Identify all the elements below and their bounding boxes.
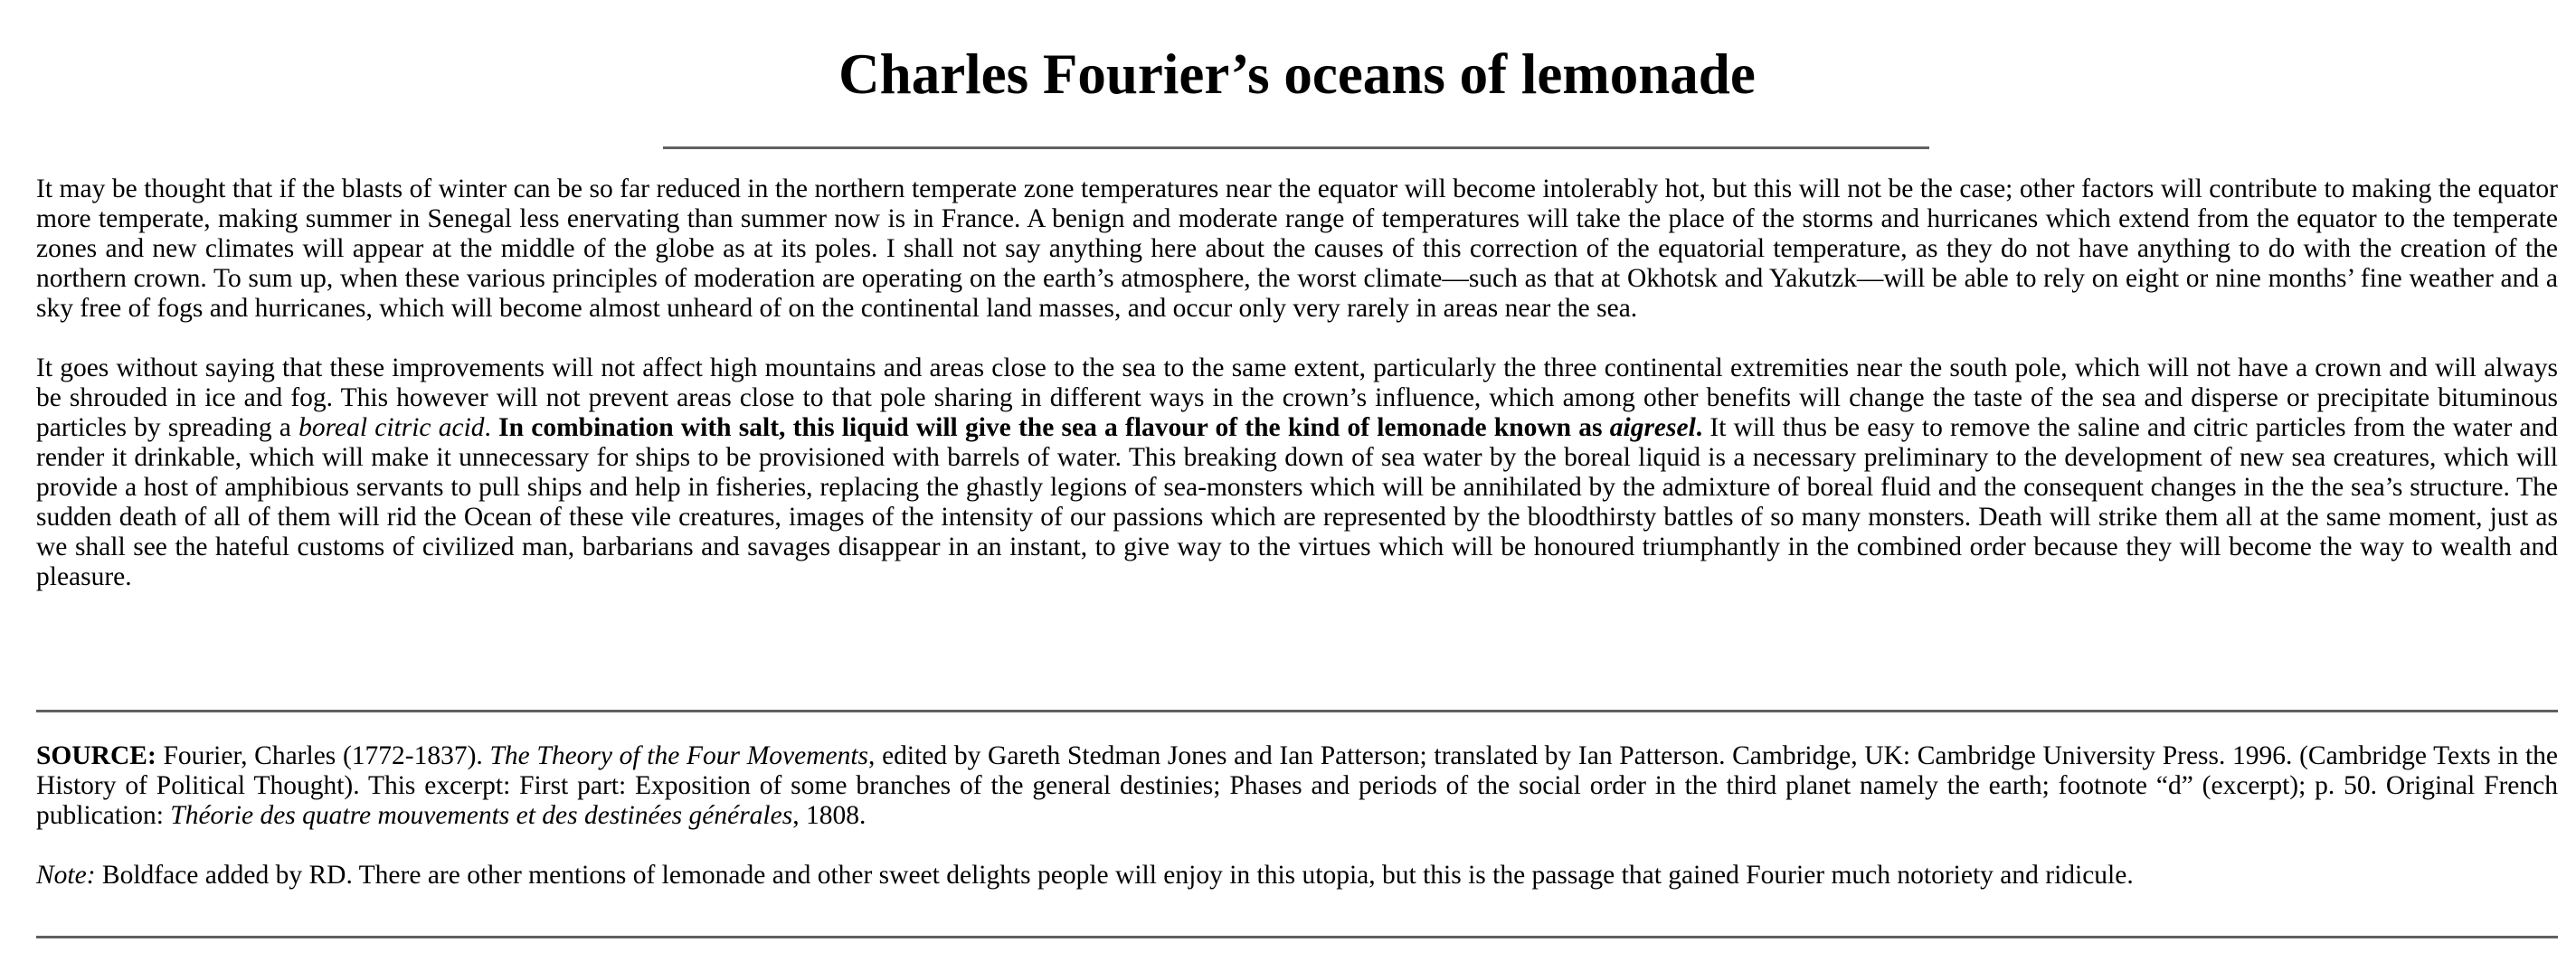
paragraph-2-bold xyxy=(498,413,1702,442)
note-text: Boldface added by RD. There are other mentions of lemonade and other sweet delights people will enjoy in this utopia, but this is the passage that gained Fourier much notoriety and ridicule. xyxy=(95,861,2134,890)
source-citation xyxy=(36,741,2558,831)
bottom-divider xyxy=(36,936,2558,938)
source-text-1: Fourier, Charles (1772-1837). xyxy=(156,741,490,770)
paragraph-2-text-3: It will thus be easy to remove the saline and citric particles from the water and render it drinkable, which will make it unnecessary for ships to be provisioned with barrels of water. This breaking down of sea water by the boreal liquid is a necessary preliminary to the development of new sea creatures, which will provide a host of amphibious servants to pull ships and help in fisheries, replacing the ghastly legions of sea-monsters which will be annihilated by the admixture of boreal fluid and the consequent changes in the the sea’s structure. The sudden death of all of them will rid the Ocean of these vile creatures, images of the intensity of our passions which are represented by the bloodthirsty battles of so many monsters. Death will strike them all at the same moment, just as we shall see the hateful customs of civilized man, barbarians and savages disappear in an instant, to give way to the virtues which will be honoured triumphantly in the combined order because they will become the way to wealth and pleasure. xyxy=(36,413,2558,591)
paragraph-2 xyxy=(36,354,2558,592)
page-title: Charles Fourier’s oceans of lemonade xyxy=(838,42,1756,106)
paragraph-1: It may be thought that if the blasts of winter can be so far reduced in the northern temperate zone temperatures near the equator will become intolerably hot, but this will not be the case; other factors will contribute to making the equator more temperate, making summer in Senegal less enervating than summer now is in France. A benign and moderate range of temperatures will take the place of the storms and hurricanes which extend from the equator to the temperate zones and new climates will appear at the middle of the globe as at its poles. I shall not say anything here about the causes of this correction of the equatorial temperature, as they do not have anything to do with the creation of the northern crown. To sum up, when these various principles of moderation are operating on the earth’s atmosphere, the worst climate—such as that at Okhotsk and Yakutzk—will be able to rely on eight or nine months’ fine weather and a sky free of fogs and hurricanes, which will become almost unheard of on the continental land masses, and occur only very rarely in areas near the sea. xyxy=(36,174,2558,323)
paragraph-2-text-2: . xyxy=(484,413,499,442)
editor-note xyxy=(36,861,2558,891)
source-label: SOURCE: xyxy=(36,741,156,770)
source-book-title: The Theory of the Four Movements xyxy=(489,741,869,770)
source-text-2: , edited by Gareth Stedman Jones and Ian Patterson; translated by Ian Patterson. Cambridge, UK: Cambridge University Press. 1996. (Cambridge Texts in the History of Political Thought). This excerpt: First part: Exposition of some branches of the general destinies; Phases and periods of the social order in the third planet namely the earth; footnote “d” (excerpt); p. 50. Original French publication: xyxy=(36,741,2558,830)
paragraph-2-bold-period: . xyxy=(1695,413,1703,442)
paragraph-2-bold-text: In combination with salt, this liquid will give the sea a flavour of the kind of lemonade known as xyxy=(498,413,1610,442)
excerpt-body xyxy=(36,174,2558,622)
source-section xyxy=(36,741,2558,920)
section-divider xyxy=(36,710,2558,712)
note-label: Note: xyxy=(36,861,96,890)
paragraph-2-italic: boreal citric acid xyxy=(298,413,485,442)
paragraph-2-text-1: It goes without saying that these improvements will not affect high mountains and areas close to the sea to the same extent, particularly the three continental extremities near the south pole, which will not have a crown and will always be shrouded in ice and fog. This however will not prevent areas close to that pole sharing in different ways in the crown’s influence, which among other benefits will change the taste of the sea and disperse or precipitate bituminous particles by spreading a xyxy=(36,354,2558,442)
title-divider xyxy=(663,146,1929,149)
paragraph-2-bold-italic: aigresel xyxy=(1609,413,1696,442)
source-french-title: Théorie des quatre mouvements et des destinées générales xyxy=(170,801,793,830)
source-text-3: , 1808. xyxy=(792,801,867,830)
